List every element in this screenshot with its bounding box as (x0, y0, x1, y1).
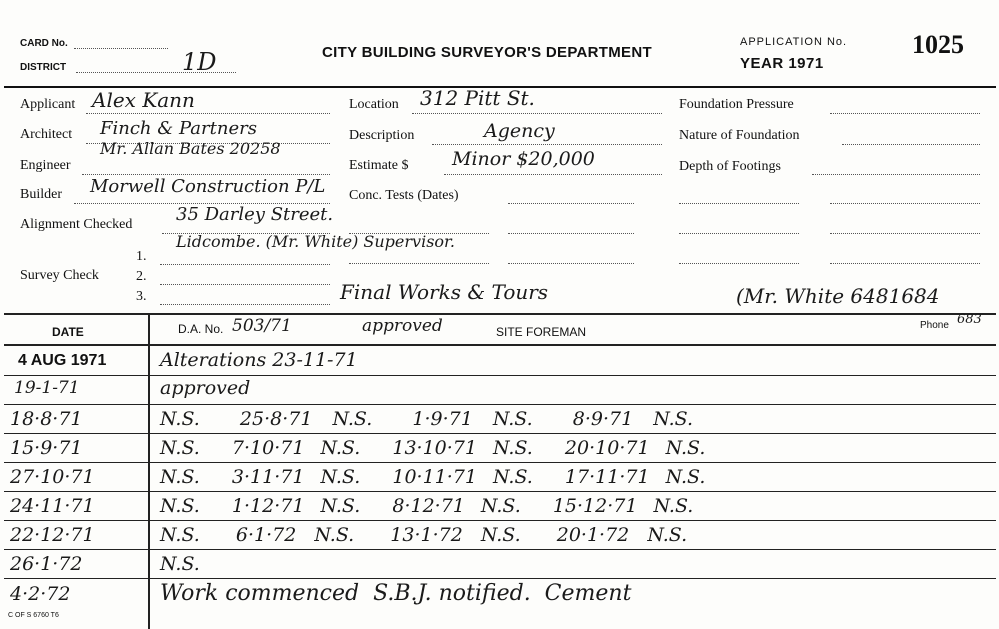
row-date: 22·12·71 (10, 524, 95, 546)
estimate-label: Estimate $ (349, 158, 409, 173)
district-value: 1D (182, 48, 217, 76)
table-row (0, 347, 999, 375)
alignment-checked-value: 35 Darley Street. (176, 204, 334, 225)
right-line-a (679, 203, 799, 204)
alignment-checked-label: Alignment Checked (20, 217, 133, 232)
phone-label: Phone (920, 320, 949, 331)
table-top-border (4, 313, 996, 315)
table-header-border (4, 344, 996, 346)
application-label: APPLICATION No. (740, 36, 848, 48)
survey-check-label: Survey Check (20, 268, 99, 283)
right-line-c (679, 233, 799, 234)
location-label: Location (349, 97, 399, 112)
applicant-value: Alex Kann (92, 88, 195, 112)
survey-check-2-num: 2. (136, 269, 147, 284)
architect-label: Architect (20, 127, 73, 142)
conc-tests-line-b (349, 233, 489, 234)
nature-of-foundation-line (842, 144, 980, 145)
da-status: approved (362, 316, 443, 336)
row-date: 19-1-71 (14, 378, 80, 398)
engineer-line (82, 174, 330, 175)
row-date: 24·11·71 (10, 495, 95, 517)
row-entry: N.S. 6·1·72 N.S. 13·1·72 N.S. 20·1·72 N.S. (160, 524, 688, 546)
location-value: 312 Pitt St. (420, 86, 535, 110)
table-row (0, 405, 999, 433)
right-line-f (830, 263, 980, 264)
phone-value: 683 (957, 312, 982, 327)
builder-value: Morwell Construction P/L (90, 176, 326, 197)
row-date: 26·1·72 (10, 553, 83, 575)
site-foreman-label: SITE FOREMAN (496, 325, 587, 339)
da-label: D.A. No. (178, 322, 224, 336)
depth-of-footings-line (812, 174, 980, 175)
conc-tests-line-a (508, 203, 634, 204)
description-line (432, 144, 662, 145)
table-row (0, 550, 999, 578)
date-header: DATE (52, 325, 84, 339)
engineer-label: Engineer (20, 158, 71, 173)
conc-tests-line-e (508, 263, 634, 264)
estimate-value: Minor $20,000 (452, 148, 595, 170)
row-date: 4·2·72 (10, 583, 71, 605)
survey-check-1-line (160, 264, 330, 265)
engineer-value: Mr. Allan Bates 20258 (100, 139, 281, 158)
district-label: DISTRICT (20, 62, 67, 73)
row-entry: N.S. 7·10·71 N.S. 13·10·71 N.S. 20·10·71 N.S. (160, 437, 706, 459)
card-number-label: CARD No. (20, 38, 68, 49)
row-date: 15·9·71 (10, 437, 83, 459)
nature-of-foundation-label: Nature of Foundation (679, 128, 800, 143)
row-entry: N.S. 25·8·71 N.S. 1·9·71 N.S. 8·9·71 N.S. (160, 408, 694, 430)
right-line-d (830, 233, 980, 234)
conc-tests-line-d (349, 263, 489, 264)
form-code: C OF S 6760 T6 (8, 612, 59, 619)
survey-check-2-line (160, 284, 330, 285)
foundation-pressure-label: Foundation Pressure (679, 97, 794, 112)
department-title: CITY BUILDING SURVEYOR'S DEPARTMENT (322, 44, 652, 61)
row-entry: N.S. 1·12·71 N.S. 8·12·71 N.S. 15·12·71 N.S. (160, 495, 694, 517)
contact-note: (Mr. White 6481684 (736, 284, 940, 308)
right-line-e (679, 263, 799, 264)
conc-tests-label: Conc. Tests (Dates) (349, 188, 459, 203)
description-value: Agency (484, 120, 555, 142)
row-entry: approved (160, 377, 251, 399)
table-row (0, 434, 999, 462)
table-row (0, 521, 999, 549)
conc-tests-line-c (508, 233, 634, 234)
architect-value: Finch & Partners (100, 118, 257, 139)
row-entry: N.S. (160, 553, 200, 575)
depth-of-footings-label: Depth of Footings (679, 159, 781, 174)
survey-check-3-line (160, 304, 330, 305)
survey-check-3-num: 3. (136, 289, 147, 304)
applicant-line (86, 113, 330, 114)
location-line (412, 113, 662, 114)
alignment-checked-value-line2: Lidcombe. (Mr. White) Supervisor. (176, 232, 456, 251)
foundation-pressure-line (830, 113, 980, 114)
builder-label: Builder (20, 187, 62, 202)
table-row (0, 376, 999, 404)
contact-prefix: Final Works & Tours (340, 280, 549, 304)
row-entry: Work commenced S.B.J. notified. Cement (160, 581, 632, 606)
row-date: 4 AUG 1971 (18, 352, 107, 369)
table-row (0, 492, 999, 520)
table-row (0, 463, 999, 491)
row-entry: Alterations 23-11-71 (160, 349, 358, 371)
estimate-line (444, 174, 662, 175)
right-line-b (830, 203, 980, 204)
card-number-line (74, 48, 168, 49)
row-date: 18·8·71 (10, 408, 83, 430)
da-value: 503/71 (232, 316, 292, 336)
row-entry: N.S. 3·11·71 N.S. 10·11·71 N.S. 17·11·71 N.S. (160, 466, 706, 488)
description-label: Description (349, 128, 415, 143)
row-date: 27·10·71 (10, 466, 95, 488)
survey-check-1-num: 1. (136, 249, 147, 264)
year-label: YEAR 1971 (740, 55, 824, 72)
applicant-label: Applicant (20, 97, 76, 112)
application-number: 1025 (912, 30, 964, 59)
table-row (0, 579, 999, 609)
